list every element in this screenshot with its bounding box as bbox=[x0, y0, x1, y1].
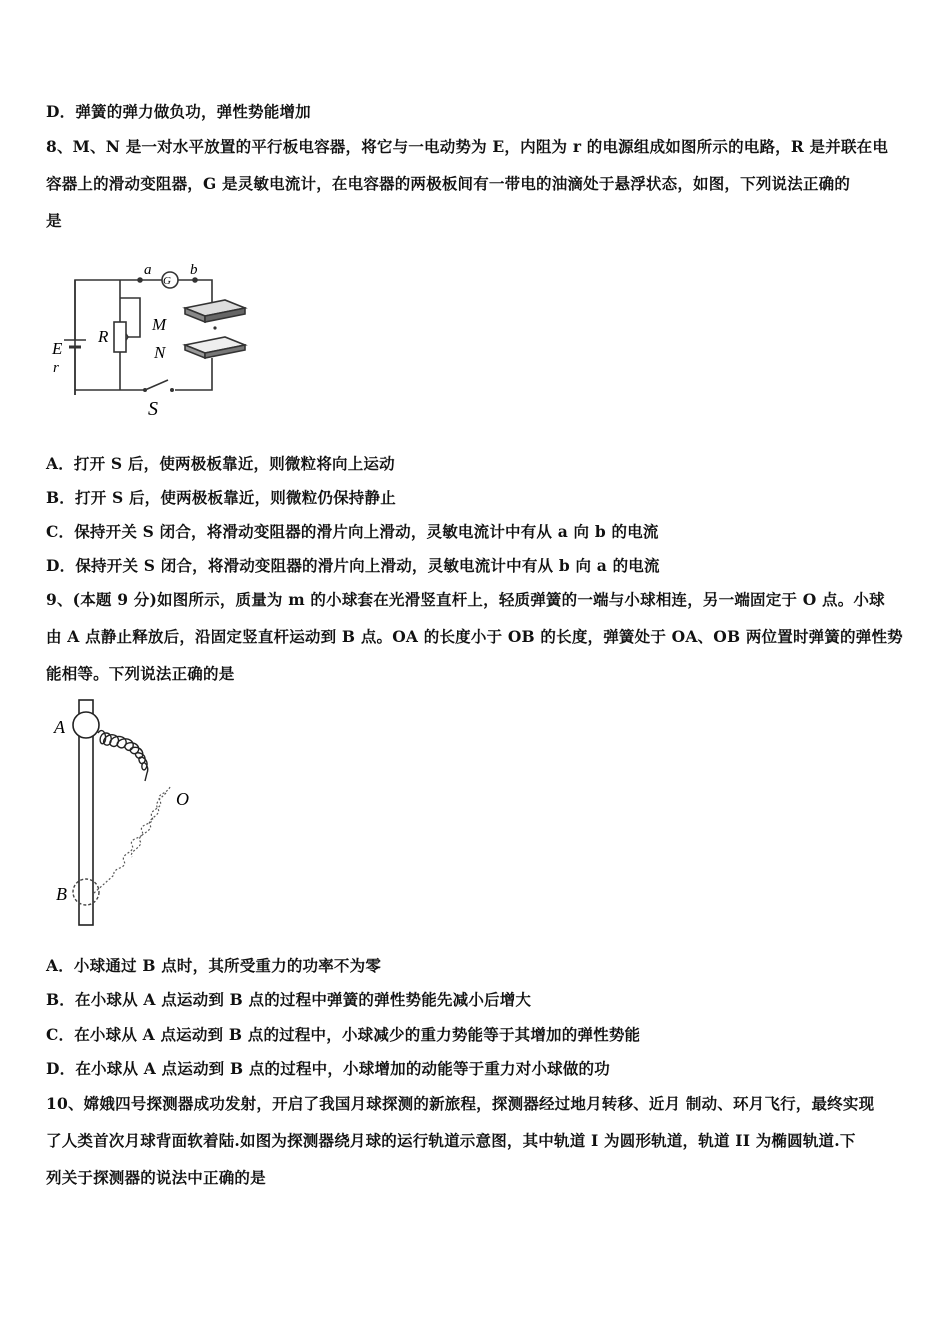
q9-stem-line-3: 能相等。下列说法正确的是 bbox=[46, 664, 235, 683]
q9-option-a: A．小球通过 B 点时，其所受重力的功率不为零 bbox=[46, 956, 382, 975]
q9-label-o: O bbox=[176, 789, 189, 809]
q10-stem-line-2: 了人类首次月球背面软着陆.如图为探测器绕月球的运行轨道示意图，其中轨道 I 为圆形轨道，轨道 II 为椭圆轨道.下 bbox=[46, 1131, 856, 1150]
q10-stem-line-3: 列关于探测器的说法中正确的是 bbox=[46, 1168, 266, 1187]
q8-option-d: D．保持开关 S 闭合，将滑动变阻器的滑片向上滑动，灵敏电流计中有从 b 向 a 的电流 bbox=[46, 556, 660, 575]
q8-label-r: R bbox=[98, 327, 109, 346]
q8-circuit-diagram bbox=[40, 250, 270, 425]
q9-stem-line-1: 9、(本题 9 分)如图所示，质量为 m 的小球套在光滑竖直杆上，轻质弹簧的一端与小球相连，另一端固定于 O 点。小球 bbox=[46, 590, 885, 609]
q9-option-c: C．在小球从 A 点运动到 B 点的过程中，小球减少的重力势能等于其增加的弹性势能 bbox=[46, 1025, 641, 1044]
q8-label-s: S bbox=[148, 398, 158, 420]
q9-label-a: A bbox=[54, 717, 65, 737]
q8-stem-line-3: 是 bbox=[46, 211, 62, 230]
q9-rod-spring-diagram bbox=[42, 695, 212, 935]
q8-label-a: a bbox=[144, 262, 152, 278]
q9-option-d: D．在小球从 A 点运动到 B 点的过程中，小球增加的动能等于重力对小球做的功 bbox=[46, 1059, 610, 1078]
q8-label-m: M bbox=[152, 315, 167, 334]
q8-label-b: b bbox=[190, 262, 198, 278]
q9-label-b: B bbox=[56, 884, 67, 904]
q8-stem-line-1: 8、M、N 是一对水平放置的平行板电容器，将它与一电动势为 E，内阻为 r 的电源组成如图所示的电路，R 是并联在电 bbox=[46, 137, 889, 156]
q7-option-d: D．弹簧的弹力做负功，弹性势能增加 bbox=[46, 102, 311, 121]
q9-stem-line-2: 由 A 点静止释放后，沿固定竖直杆运动到 B 点。OA 的长度小于 OB 的长度，弹簧处于 OA、OB 两位置时弹簧的弹性势 bbox=[46, 627, 903, 646]
q8-stem-line-2: 容器上的滑动变阻器，G 是灵敏电流计，在电容器的两极板间有一带电的油滴处于悬浮状态，如图，下列说法正确的 bbox=[46, 174, 851, 193]
q8-label-g: G bbox=[163, 275, 171, 287]
q9-option-b: B．在小球从 A 点运动到 B 点的过程中弹簧的弹性势能先减小后增大 bbox=[46, 990, 532, 1009]
q8-option-a: A．打开 S 后，使两极板靠近，则微粒将向上运动 bbox=[46, 454, 395, 473]
q8-label-r-internal: r bbox=[53, 360, 59, 376]
q8-label-e: E bbox=[52, 339, 63, 358]
q8-label-n: N bbox=[154, 343, 166, 362]
q8-option-c: C．保持开关 S 闭合，将滑动变阻器的滑片向上滑动，灵敏电流计中有从 a 向 b 的电流 bbox=[46, 522, 659, 541]
q10-stem-line-1: 10、嫦娥四号探测器成功发射，开启了我国月球探测的新旅程，探测器经过地月转移、近月 制动、环月飞行，最终实现 bbox=[46, 1094, 875, 1113]
q8-option-b: B．打开 S 后，使两极板靠近，则微粒仍保持静止 bbox=[46, 488, 396, 507]
